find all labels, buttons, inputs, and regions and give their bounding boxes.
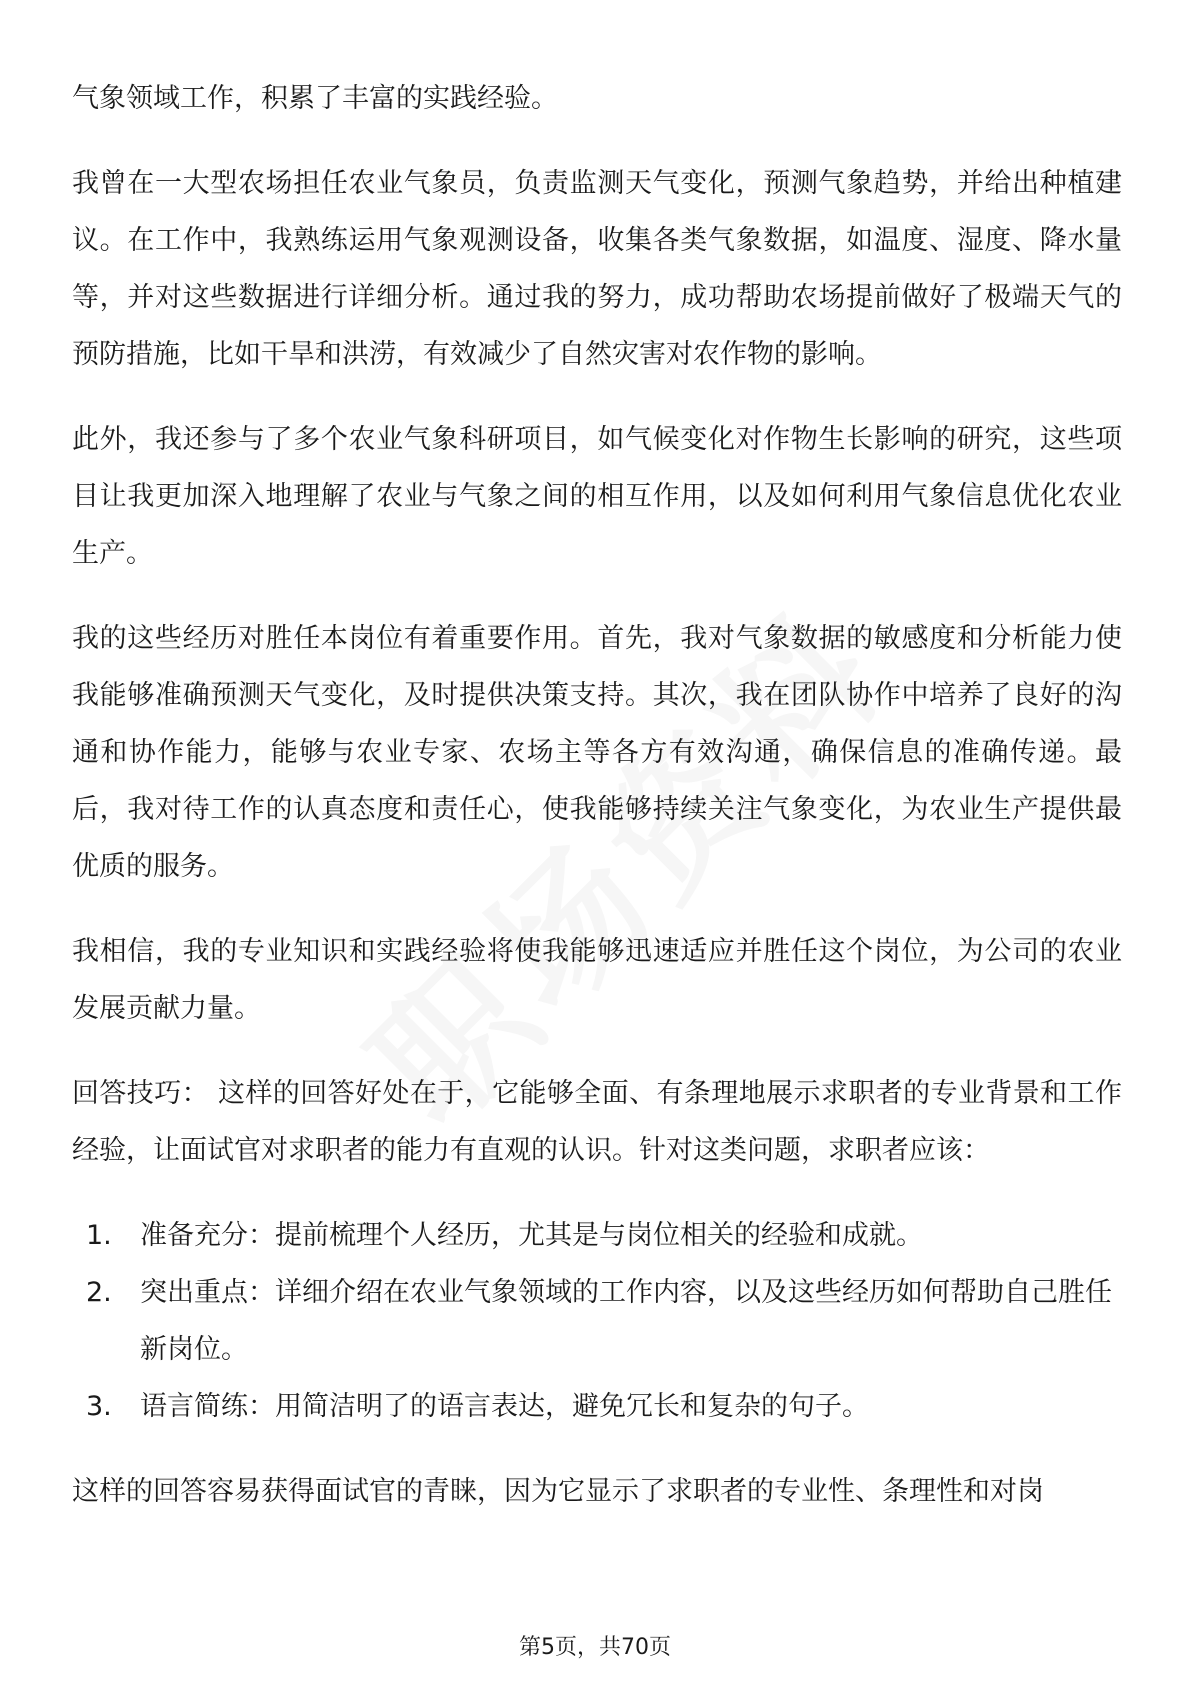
list-item [72, 1264, 1122, 1378]
list-number: 1. [86, 1220, 112, 1251]
page-number: 第5页，共70页 [519, 1635, 671, 1660]
list-number: 2. [86, 1277, 112, 1308]
paragraph-farm-experience: 我曾在一大型农场担任农业气象员，负责监测天气变化，预测气象趋势，并给出种植建议。在工作中，我熟练运用气象观测设备，收集各类气象数据，如温度、湿度、降水量等，并对这些数据进行详细分析。通过我的努力，成功帮助农场提前做好了极端天气的预防措施，比如干旱和洪涝，有效减少了自然灾害对农作物的影响。 [72, 168, 1122, 370]
document-body [72, 70, 1122, 1548]
paragraph-intro: 气象领域工作，积累了丰富的实践经验。 [72, 83, 558, 114]
list-text: 准备充分：提前梳理个人经历，尤其是与岗位相关的经验和成就。 [140, 1220, 923, 1251]
paragraph-research: 此外，我还参与了多个农业气象科研项目，如气候变化对作物生长影响的研究，这些项目让我更加深入地理解了农业与气象之间的相互作用，以及如何利用气象信息优化农业生产。 [72, 424, 1122, 569]
list-item [72, 1378, 1122, 1435]
tips-list [72, 1207, 1122, 1435]
list-text: 语言简练：用简洁明了的语言表达，避免冗长和复杂的句子。 [140, 1391, 869, 1422]
paragraph-strengths: 我的这些经历对胜任本岗位有着重要作用。首先，我对气象数据的敏感度和分析能力使我能够准确预测天气变化，及时提供决策支持。其次，我在团队协作中培养了良好的沟通和协作能力，能够与农业专家、农场主等各方有效沟通，确保信息的准确传递。最后，我对待工作的认真态度和责任心，使我能够持续关注气象变化，为农业生产提供最优质的服务。 [72, 623, 1122, 882]
list-number: 3. [86, 1391, 112, 1422]
paragraph-answer-tips: 回答技巧： 这样的回答好处在于，它能够全面、有条理地展示求职者的专业背景和工作经验，让面试官对求职者的能力有直观的认识。针对这类问题，求职者应该： [72, 1078, 1122, 1166]
list-item [72, 1207, 1122, 1264]
paragraph-closing: 这样的回答容易获得面试官的青睐，因为它显示了求职者的专业性、条理性和对岗 [72, 1476, 1044, 1507]
paragraph-belief: 我相信，我的专业知识和实践经验将使我能够迅速适应并胜任这个岗位，为公司的农业发展贡献力量。 [72, 936, 1122, 1024]
list-text: 突出重点：详细介绍在农业气象领域的工作内容，以及这些经历如何帮助自己胜任新岗位。 [140, 1277, 1112, 1365]
